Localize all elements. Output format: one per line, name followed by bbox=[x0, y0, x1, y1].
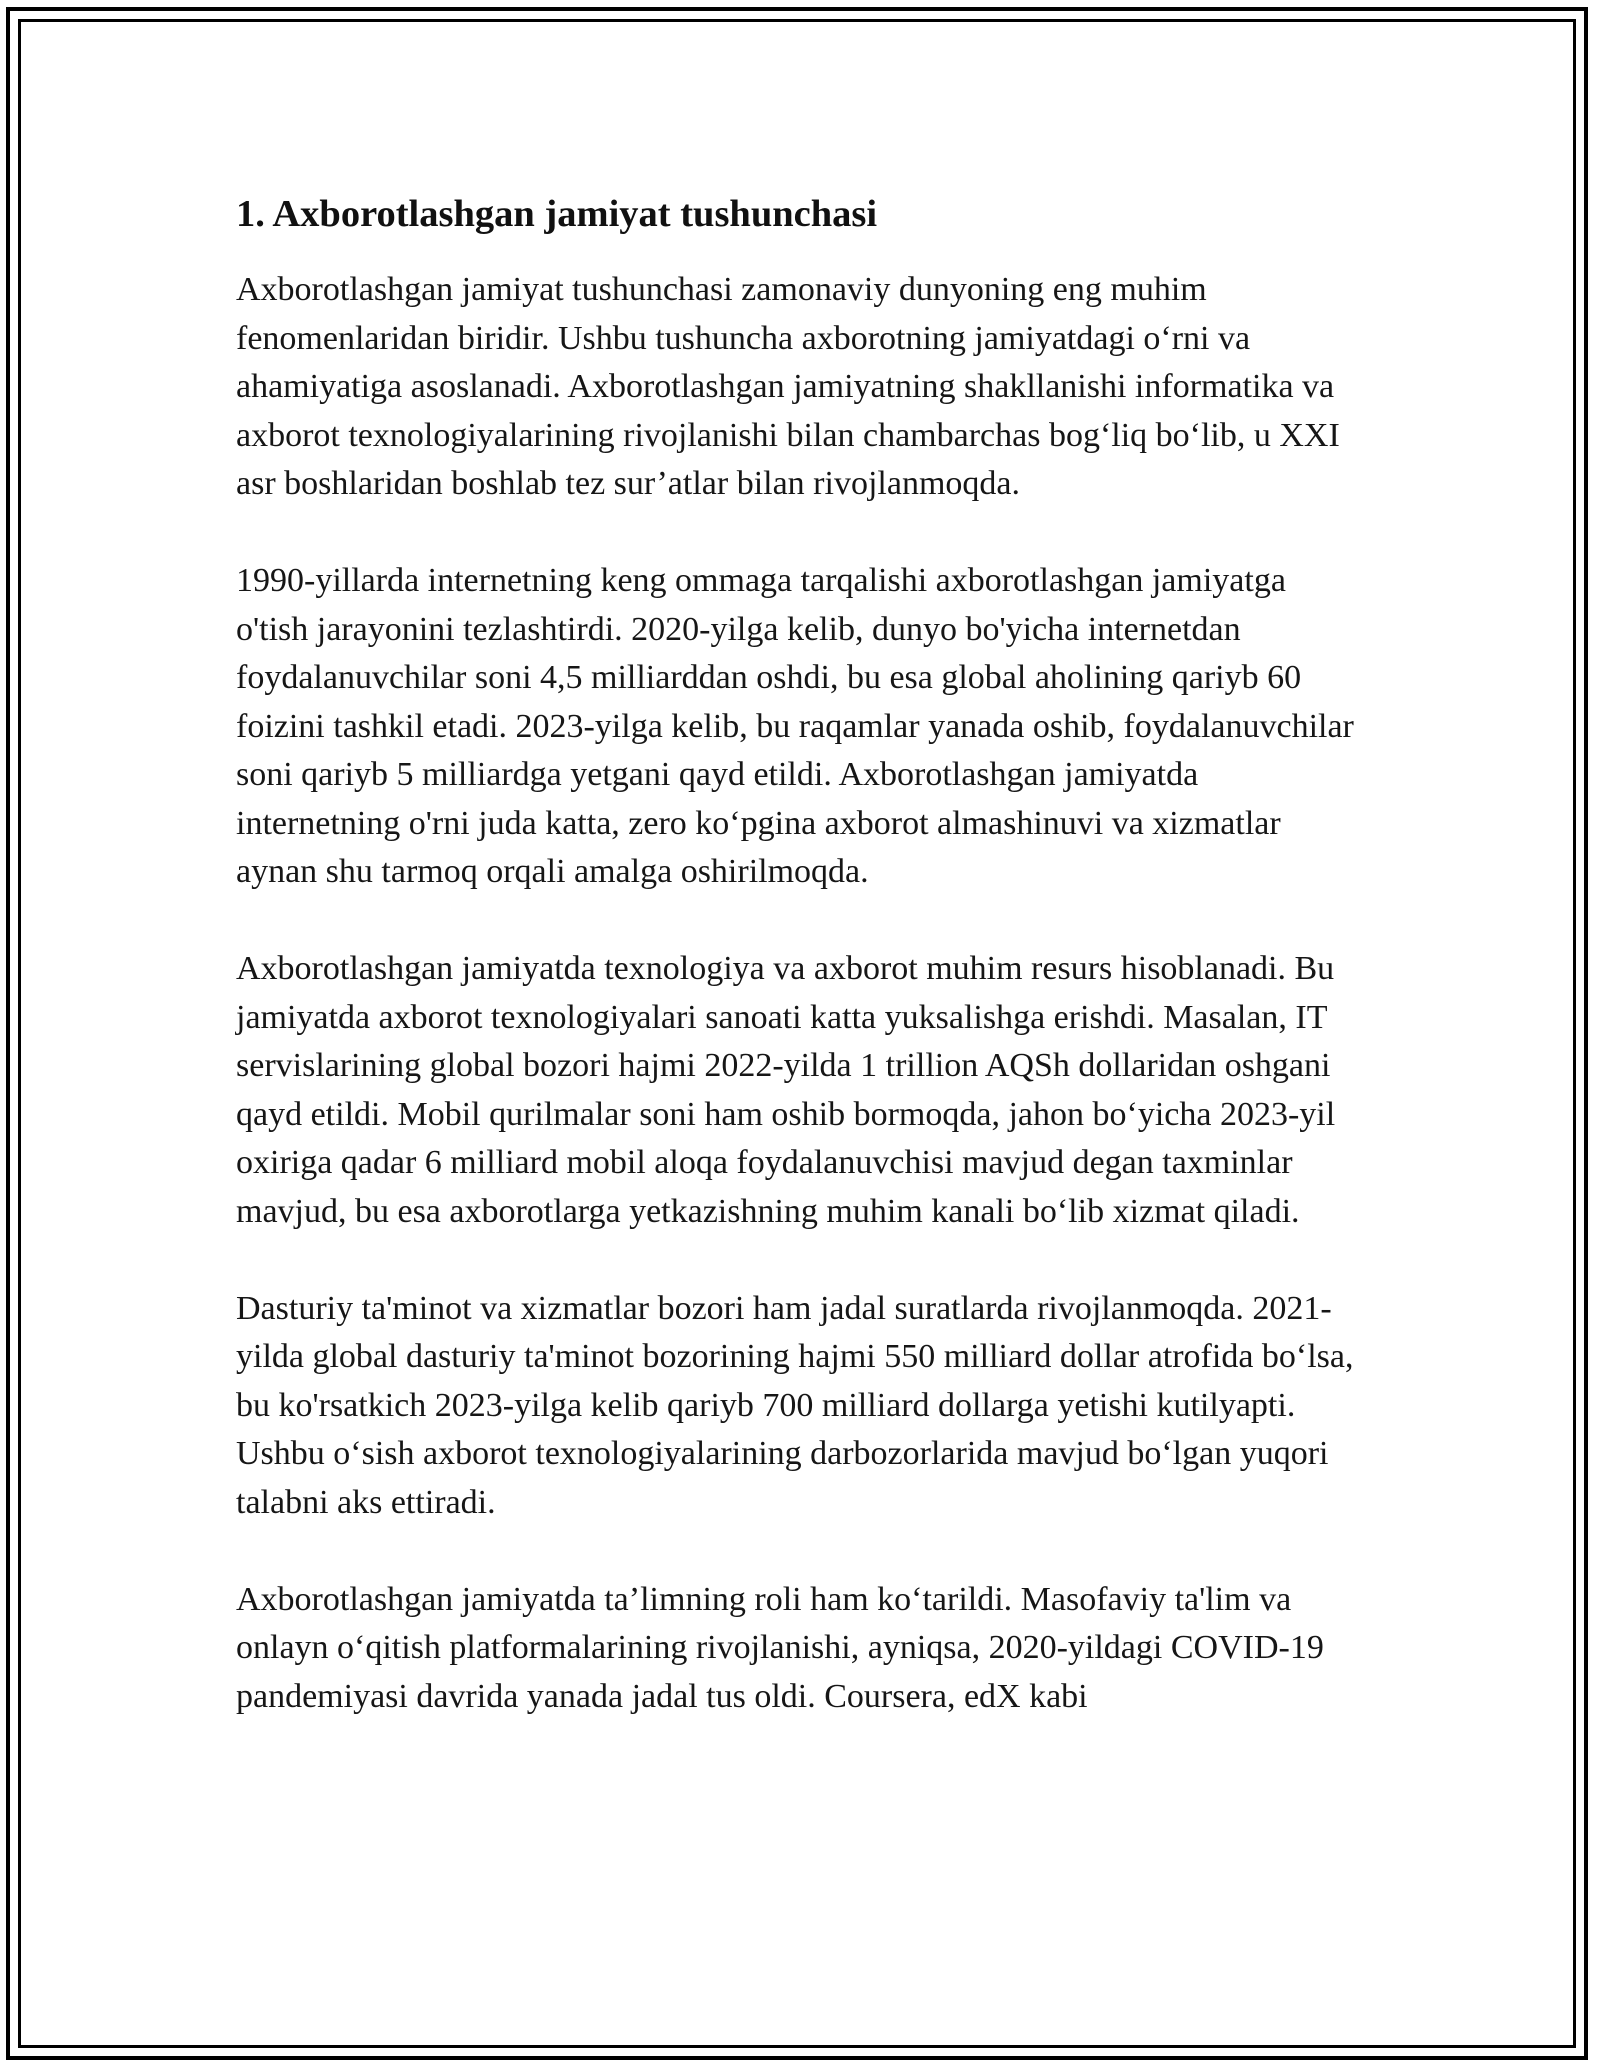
paragraph: 1990-yillarda internetning keng ommaga tarqalishi axborotlashgan jamiyatga o'tish jarayonini tezlashtirdi. 2020-yilga kelib, dunyo bo'yicha internetdan foydalanuvchilar soni 4,5 milliarddan oshdi, bu esa global aholining qariyb 60 foizini tashkil etadi. 2023-yilga kelib, bu raqamlar yanada oshib, foydalanuvchilar soni qariyb 5 milliardga yetgani qayd etildi. Axborotlashgan jamiyatda internetning o'rni juda katta, zero ko‘pgina axborot almashinuvi va xizmatlar aynan shu tarmoq orqali amalga oshirilmoqda. bbox=[236, 562, 1354, 890]
paragraph: Axborotlashgan jamiyat tushunchasi zamonaviy dunyoning eng muhim fenomenlaridan biridir. Ushbu tushuncha axborotning jamiyatdagi o‘rni va ahamiyatiga asoslanadi. Axborotlashgan jamiyatning shakllanishi informatika va axborot texnologiyalarining rivojlanishi bilan chambarchas bog‘liq bo‘lib, u XXI asr boshlaridan boshlab tez sur’atlar bilan rivojlanmoqda. bbox=[236, 271, 1340, 502]
document-body bbox=[236, 188, 1366, 1721]
paragraph: Dasturiy ta'minot va xizmatlar bozori ham jadal suratlarda rivojlanmoqda. 2021-yilda global dasturiy ta'minot bozorining hajmi 550 milliard dollar atrofida bo‘lsa, bu ko'rsatkich 2023-yilga kelib qariyb 700 milliard dollarga yetishi kutilyapti. Ushbu o‘sish axborot texnologiyalarining darbozorlarida mavjud bo‘lgan yuqori talabni aks ettiradi. bbox=[236, 1289, 1354, 1521]
section-heading: 1. Axborotlashgan jamiyat tushunchasi bbox=[236, 193, 878, 235]
paragraph: Axborotlashgan jamiyatda texnologiya va axborot muhim resurs hisoblanadi. Bu jamiyatda axborot texnologiyalari sanoati katta yuksalishga erishdi. Masalan, IT servislarining global bozori hajmi 2022-yilda 1 trillion AQSh dollaridan oshgani qayd etildi. Mobil qurilmalar soni ham oshib bormoqda, jahon bo‘yicha 2023-yil oxiriga qadar 6 milliard mobil aloqa foydalanuvchisi mavjud degan taxminlar mavjud, bu esa axborotlarga yetkazishning muhim kanali bo‘lib xizmat qiladi. bbox=[236, 950, 1336, 1230]
paragraph: Axborotlashgan jamiyatda ta’limning roli ham ko‘tarildi. Masofaviy ta'lim va onlayn o‘qitish platformalarining rivojlanishi, ayniqsa, 2020-yildagi COVID-19 pandemiyasi davrida yanada jadal tus oldi. Coursera, edX kabi bbox=[236, 1580, 1324, 1715]
